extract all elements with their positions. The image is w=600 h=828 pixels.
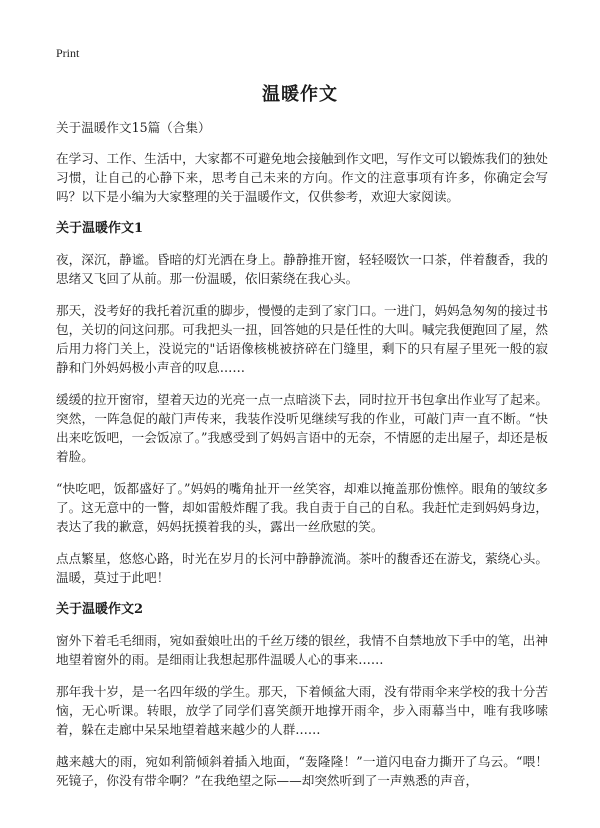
essay-paragraph: 缓缓的拉开窗帘，望着天边的光亮一点一点暗淡下去，同时拉开书包拿出作业写了起来。突然，一阵急促的敲门声传来，我装作没听见继续写我的作业，可敲门声一直不断。“快出来吃饭吧，一会饭凉了。”我感受到了妈妈言语中的无奈，不情愿的走出屋子，却还是板着脸。	[56, 392, 548, 464]
section-essay-1	[56, 219, 548, 587]
section-heading: 关于温暖作文2	[56, 602, 144, 617]
document-subtitle: 关于温暖作文15篇（合集）	[56, 120, 211, 135]
print-label: Print	[56, 46, 80, 60]
section-heading: 关于温暖作文1	[56, 221, 144, 236]
essay-paragraph: 越来越大的雨，宛如利箭倾斜着插入地面，“轰隆隆！”一道闪电奋力撕开了乌云。“喂！死镜子，你没有带伞啊？”在我绝望之际——却突然听到了一声熟悉的声音，	[56, 754, 548, 788]
essay-paragraph: 那年我十岁，是一名四年级的学生。那天，下着倾盆大雨，没有带雨伞来学校的我十分苦恼，无心听课。转眼，放学了同学们喜笑颜开地撑开雨伞，步入雨幕当中，唯有我哆嗦着，躲在走廊中呆呆地望着越来越少的人群……	[56, 684, 548, 737]
intro-paragraph: 在学习、工作、生活中，大家都不可避免地会接触到作文吧，写作文可以锻炼我们的独处习惯，让自己的心静下来，思考自己未来的方向。作文的注意事项有许多，你确定会写吗？以下是小编为大家整理的关于温暖作文，仅供参考，欢迎大家阅读。	[56, 151, 548, 204]
essay-paragraph: 那天，没考好的我托着沉重的脚步，慢慢的走到了家门口。一进门，妈妈急匆匆的接过书包，关切的问这问那。可我把头一扭，回答她的只是任性的大叫。喊完我便跑回了屋，然后用力将门关上，没说完的"话语像核桃被挤碎在门缝里，剩下的只有屋子里死一般的寂静和门外妈妈极小声音的叹息……	[56, 303, 548, 375]
page-title: 温暖作文	[262, 84, 338, 105]
essay-paragraph: 夜，深沉，静谧。昏暗的灯光洒在身上。静静推开窗，轻轻啜饮一口茶，伴着馥香，我的思绪又飞回了从前。那一份温暖，依旧萦绕在我心头。	[56, 252, 548, 286]
essay-paragraph: 点点繁星，悠悠心路，时光在岁月的长河中静静流淌。茶叶的馥香还在游戈，萦绕心头。温暖，莫过于此吧！	[56, 551, 548, 585]
document-body	[56, 118, 548, 803]
essay-paragraph: “快吃吧，饭都盛好了。”妈妈的嘴角扯开一丝笑容，却难以掩盖那份憔悴。眼角的皱纹多了。这无意中的一瞥，却如雷般炸醒了我。我自责于自己的自私。我赶忙走到妈妈身边，表达了我的歉意，妈妈抚摸着我的头，露出一丝欣慰的笑。	[56, 481, 548, 534]
essay-paragraph: 窗外下着毛毛细雨，宛如蚕娘吐出的千丝万缕的银丝，我情不自禁地放下手中的笔，出神地望着窗外的雨。是细雨让我想起那件温暖人心的事来……	[56, 633, 548, 667]
section-essay-2	[56, 600, 548, 790]
